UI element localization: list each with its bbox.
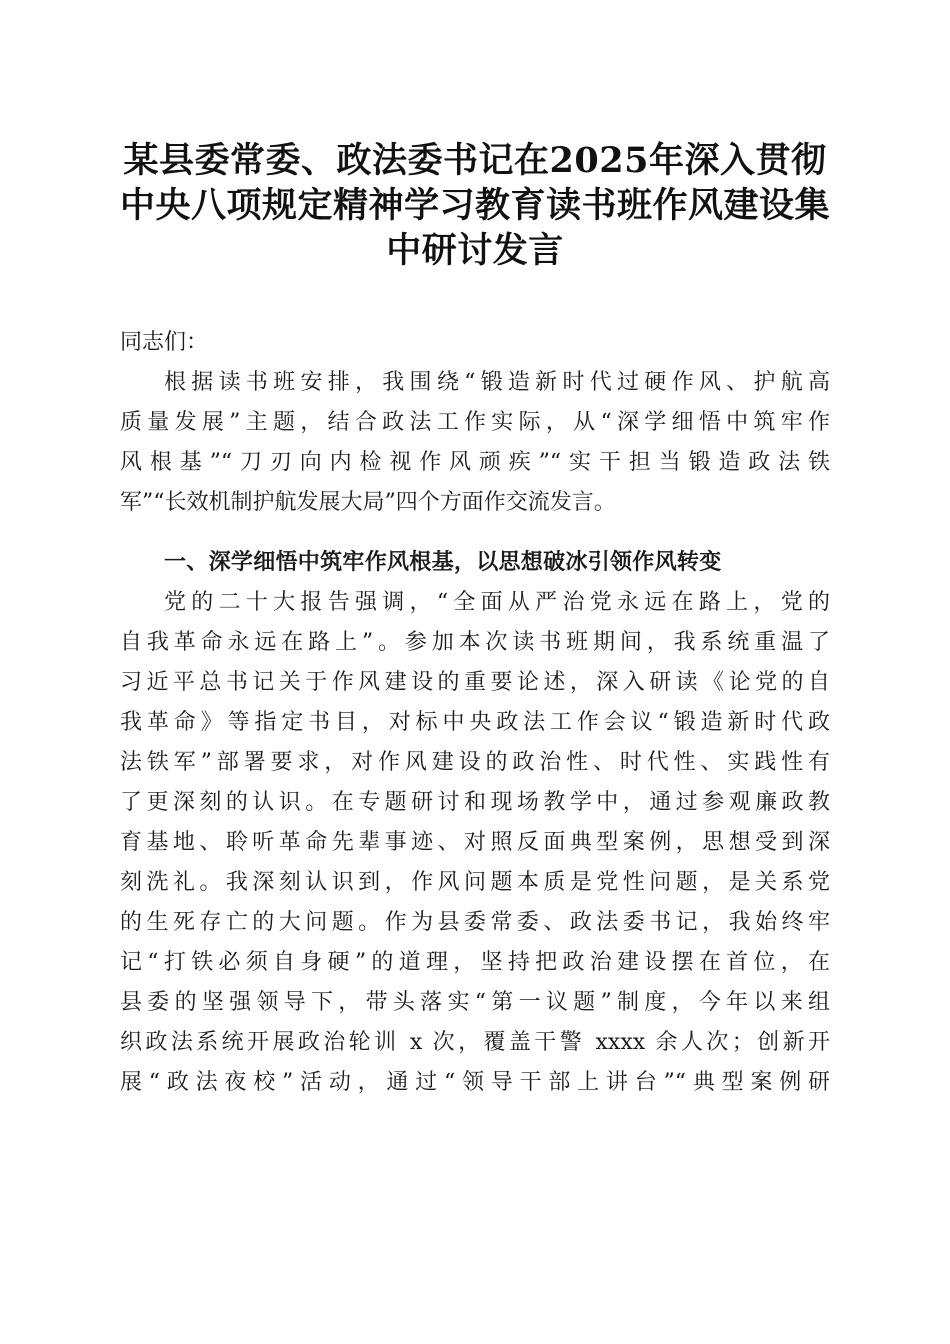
paragraph-line: 自我革命永远在路上”。参加本次读书班期间，我系统重温了 [120,630,830,655]
paragraph-line: 根据读书班安排，我围绕“锻造新时代过硬作风、护航高 [164,370,830,395]
section-1 [120,543,830,583]
paragraph-line: 质量发展”主题，结合政法工作实际，从“深学细悟中筑牢作 [120,410,830,435]
document-title [120,138,830,273]
paragraph-line: 的生死存亡的大问题。作为县委常委、政法委书记，我始终牢 [120,910,830,935]
intro-paragraph [120,363,830,523]
title-line: 某县委常委、政法委书记在2025年深入贯彻 [123,140,827,181]
salutation: 同志们： [120,330,209,355]
paragraph-line: 织政法系统开展政治轮训 x 次，覆盖干警 xxxx 余人次；创新开 [120,1030,830,1055]
paragraph-line: 风根基”“刀刃向内检视作风顽疾”“实干担当锻造政法铁 [120,450,830,475]
section-1-paragraph [120,583,830,1103]
paragraph-line: 了更深刻的认识。在专题研讨和现场教学中，通过参观廉政教 [120,790,830,815]
paragraph-line: 展“政法夜校”活动，通过“领导干部上讲台”“典型案例研 [120,1070,830,1095]
paragraph-line: 县委的坚强领导下，带头落实“第一议题”制度，今年以来组 [120,990,830,1015]
paragraph-line: 刻洗礼。我深刻认识到，作风问题本质是党性问题，是关系党 [120,870,830,895]
paragraph-line: 我革命》等指定书目，对标中央政法工作会议“锻造新时代政 [120,710,830,735]
paragraph-line: 法铁军”部署要求，对作风建设的政治性、时代性、实践性有 [120,750,830,775]
title-line: 中央八项规定精神学习教育读书班作风建设集 [120,185,831,226]
paragraph-line: 党的二十大报告强调，“全面从严治党永远在路上，党的 [164,590,830,615]
paragraph-line: 习近平总书记关于作风建设的重要论述，深入研读《论党的自 [120,670,830,695]
paragraph-line: 军”“长效机制护航发展大局”四个方面作交流发言。 [120,490,616,515]
title-line: 中研讨发言 [386,230,564,271]
paragraph-line: 育基地、聆听革命先辈事迹、对照反面典型案例，思想受到深 [120,830,830,855]
paragraph-line: 记“打铁必须自身硬”的道理，坚持把政治建设摆在首位，在 [120,950,830,975]
section-heading: 一、深学细悟中筑牢作风根基，以思想破冰引领作风转变 [164,550,722,575]
